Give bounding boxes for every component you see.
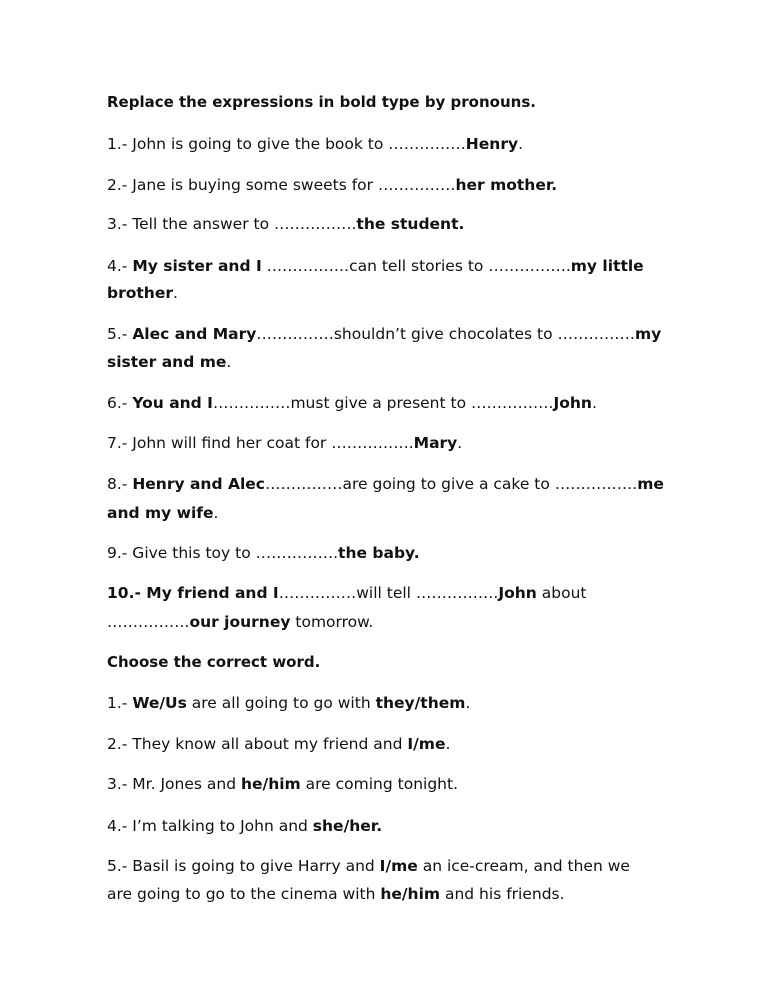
exercise-2-line: 2.- Jane is buying some sweets for ……………her mother. xyxy=(107,176,558,194)
exercise-4-continuation: brother. xyxy=(107,284,178,302)
exercise-1-line: 1.- John is going to give the book to ……………Henry. xyxy=(107,135,524,153)
exercise-5-continuation: sister and me. xyxy=(107,353,232,371)
choice-3-line: 3.- Mr. Jones and he/him are coming tonight. xyxy=(107,775,458,793)
choice-2-line: 2.- They know all about my friend and I/me. xyxy=(107,735,451,753)
exercise-8-line: 8.- Henry and Alec……………are going to give a cake to …………….me xyxy=(107,475,664,493)
exercise-10-line: 10.- My friend and I……………will tell …………….John about xyxy=(107,584,587,602)
exercise-4-line: 4.- My sister and I …………….can tell stories to …………….my little xyxy=(107,257,644,275)
exercise-10-continuation: …………….our journey tomorrow. xyxy=(107,613,374,631)
exercise-8-continuation: and my wife. xyxy=(107,504,219,522)
choice-4-line: 4.- I’m talking to John and she/her. xyxy=(107,817,383,835)
exercise-6-line: 6.- You and I……………must give a present to …………….John. xyxy=(107,394,597,412)
section-2-heading: Choose the correct word. xyxy=(107,653,321,671)
exercise-3-line: 3.- Tell the answer to …………….the student. xyxy=(107,215,465,233)
exercise-7-line: 7.- John will find her coat for …………….Mary. xyxy=(107,434,463,452)
section-1-heading: Replace the expressions in bold type by pronouns. xyxy=(107,93,536,111)
exercise-9-line: 9.- Give this toy to …………….the baby. xyxy=(107,544,420,562)
choice-5-continuation: are going to go to the cinema with he/him and his friends. xyxy=(107,885,565,903)
choice-1-line: 1.- We/Us are all going to go with they/them. xyxy=(107,694,471,712)
exercise-5-line: 5.- Alec and Mary……………shouldn’t give chocolates to ……………my xyxy=(107,325,662,343)
choice-5-line: 5.- Basil is going to give Harry and I/me an ice-cream, and then we xyxy=(107,857,630,875)
